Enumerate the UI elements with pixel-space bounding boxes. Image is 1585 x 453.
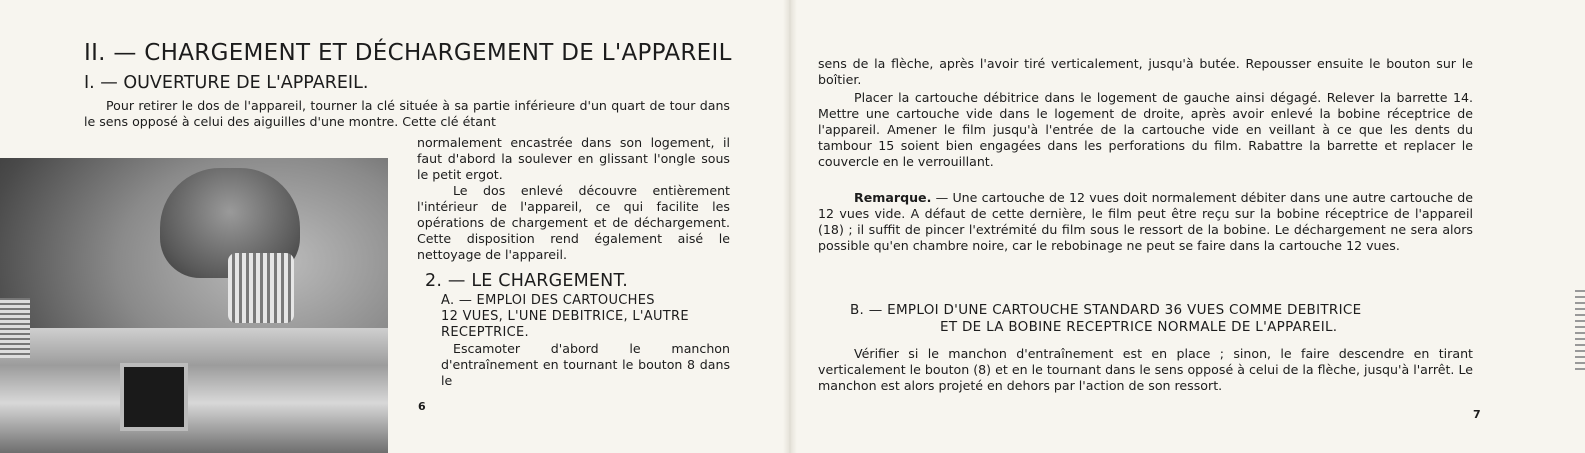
- chapter-title: II. — CHARGEMENT ET DÉCHARGEMENT DE L'APPAREIL: [84, 40, 732, 66]
- section-2-title: 2. — LE CHARGEMENT.: [425, 271, 629, 291]
- subsection-b-heading: [850, 302, 1470, 336]
- remark-label: Remarque.: [854, 190, 932, 205]
- subsection-a-line3: RECEPTRICE.: [441, 325, 529, 340]
- paragraph-place-cartridge: Placer la cartouche débitrice dans le logement de gauche ainsi dégagé. Relever la barrette 14. Mettre une cartouche vide dans le logement de droite, après avoir enlevé la bobine réceptrice de l'appareil. Amener le film jusqu'à l'entrée de la cartouche vide en veillant à ce que les dents du tambour 15 soient bien engagées dans les perforations du film. Rabattre la barrette et replacer le couvercle en le verrouillant.: [818, 90, 1473, 169]
- camera-dial: [0, 298, 30, 358]
- page-edge-mark: [1575, 290, 1585, 370]
- page-number-right: 7: [1473, 408, 1481, 421]
- camera-photo: [0, 158, 388, 453]
- page-number-left: 6: [418, 400, 426, 413]
- subsection-a-heading: [441, 293, 730, 341]
- subsection-b-line1: B. — EMPLOI D'UNE CARTOUCHE STANDARD 36 VUES COMME DEBITRICE: [850, 302, 1362, 318]
- paragraph-opening: Pour retirer le dos de l'appareil, tourner la clé située à sa partie inférieure d'un quart de tour dans le sens opposé à celui des aiguilles d'une montre. Cette clé étant: [84, 98, 730, 129]
- camera-viewfinder: [120, 363, 188, 431]
- subsection-b-line2: ET DE LA BOBINE RECEPTRICE NORMALE DE L'APPAREIL.: [940, 319, 1338, 335]
- paragraph-check-sleeve: Vérifier si le manchon d'entraînement est en place ; sinon, le faire descendre en tirant verticalement le bouton (8) et en le tournant dans le sens opposé à celui de la flèche, jusqu'à l'arrêt. Le manchon est alors projeté en dehors par l'action de son ressort.: [818, 346, 1473, 393]
- remark-text: — Une cartouche de 12 vues doit normalement débiter dans une autre cartouche de 12 vues vide. A défaut de cette dernière, le film peut être reçu sur la bobine réceptrice de l'appareil (18) ; il suffit de pincer l'extrémité du film sous le ressort de la bobine. Le déchargement ne sera alors possible qu'en chambre noire, car le rebobinage ne peut se faire dans la cartouche 12 vues.: [818, 190, 1473, 253]
- left-page: [0, 0, 790, 453]
- subsection-a-line1: A. — EMPLOI DES CARTOUCHES: [441, 293, 655, 308]
- subsection-a-line2: 12 VUES, L'UNE DEBITRICE, L'AUTRE: [441, 309, 689, 324]
- paragraph-opening-continued: normalement encastrée dans son logement, il faut d'abord la soulever en glissant l'ongle sous le petit ergot.: [417, 135, 730, 182]
- paragraph-back-removed: Le dos enlevé découvre entièrement l'intérieur de l'appareil, ce qui facilite les opérations de chargement et de déchargement. Cette disposition rend également aisé le nettoyage de l'appareil.: [417, 183, 730, 262]
- paragraph-remark: [818, 190, 1473, 254]
- paragraph-arrow-direction: sens de la flèche, après l'avoir tiré verticalement, jusqu'à butée. Repousser ensuite le bouton sur le boîtier.: [818, 56, 1473, 87]
- right-page: [790, 0, 1585, 453]
- camera-knob: [228, 253, 294, 323]
- section-1-title: I. — OUVERTURE DE L'APPAREIL.: [84, 73, 369, 93]
- paragraph-retract-sleeve: Escamoter d'abord le manchon d'entraînement en tournant le bouton 8 dans le: [441, 341, 730, 388]
- left-page-text-column: [417, 135, 730, 389]
- camera-body: [0, 328, 388, 453]
